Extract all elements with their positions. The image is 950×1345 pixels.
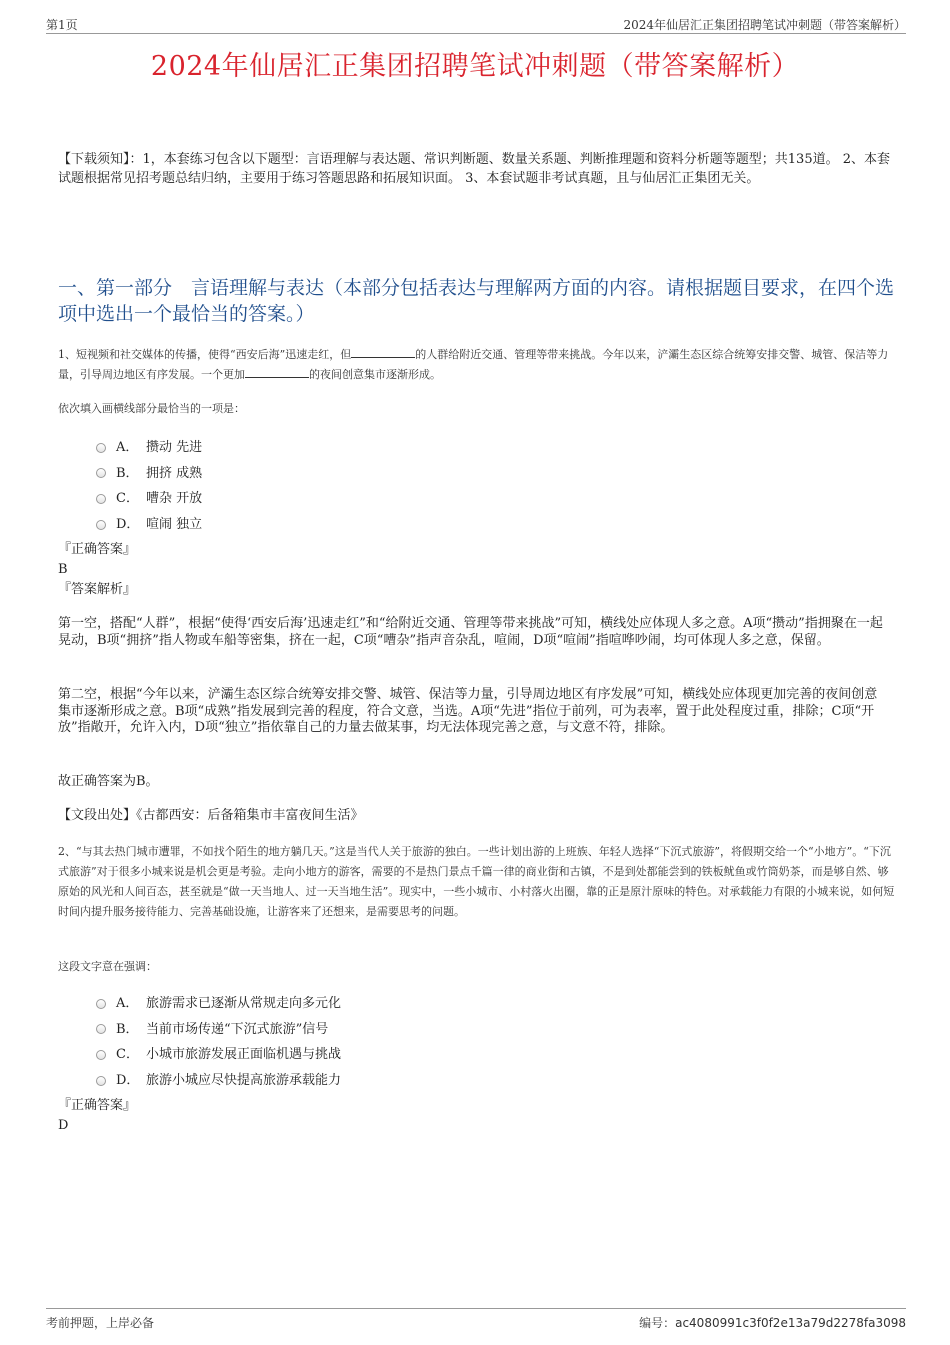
option-letter: C．	[116, 1047, 139, 1063]
question-1-options	[96, 433, 596, 535]
radio-icon[interactable]	[96, 999, 106, 1009]
question-1-prompt: 依次填入画横线部分最恰当的一项是：	[58, 402, 245, 415]
code-value: ac4080991c3f0f2e13a79d2278fa3098	[675, 1316, 906, 1330]
page-footer	[46, 1308, 906, 1330]
question-1-text	[58, 345, 898, 385]
fill-blank-1	[351, 346, 415, 358]
option-letter: A．	[116, 996, 139, 1012]
answer-block-2	[58, 1096, 136, 1136]
answer-value: B	[58, 562, 68, 577]
analysis-paragraph-1: 第一空，搭配“人群”，根据“使得‘西安后海’迅速走红”和“给附近交通、管理等带来挑战”可知，横线处应体现人多之意。A项“攒动”指拥聚在一起晃动，B项“拥挤”指人物或车船等密集，挤在一起，C项“嘈杂”指声音杂乱，喧闹，D项“喧闹”指喧哗吵闹，均可体现人多之意，保留。	[58, 616, 883, 648]
option-text: 嘈杂 开放	[146, 491, 203, 507]
option-c[interactable]	[96, 484, 596, 510]
page-header	[46, 14, 906, 34]
question-1-text-part-c: 的夜间创意集市逐渐形成。	[309, 368, 441, 381]
option-letter: D．	[116, 1073, 140, 1089]
answer-block-1	[58, 540, 136, 600]
option-text: 旅游小城应尽快提高旅游承载能力	[146, 1073, 342, 1089]
document-title: 2024年仙居汇正集团招聘笔试冲刺题（带答案解析）	[150, 51, 800, 82]
option-letter: B．	[116, 465, 139, 481]
fill-blank-2	[245, 366, 309, 378]
option-a[interactable]	[96, 433, 596, 459]
answer-label: 『正确答案』	[58, 1098, 137, 1113]
section-heading: 一、第一部分 言语理解与表达（本部分包括表达与理解两方面的内容。请根据题目要求，在四个选项中选出一个最恰当的答案。）	[58, 277, 895, 325]
option-a[interactable]	[96, 989, 596, 1015]
option-letter: D．	[116, 517, 140, 533]
answer-value: D	[58, 1118, 69, 1133]
radio-icon[interactable]	[96, 520, 106, 530]
radio-icon[interactable]	[96, 443, 106, 453]
conclusion: 故正确答案为B。	[58, 774, 159, 789]
question-2-options	[96, 989, 596, 1091]
question-1-text-part-b: 的人群给附近交通、管理等带来挑战。今年以来，浐灞生态区综合统筹安排交警、城管、保洁等力量，引导周边地区有序发展。一个更加	[58, 348, 889, 381]
question-2-prompt: 这段文字意在强调：	[58, 960, 157, 973]
option-text: 小城市旅游发展正面临机遇与挑战	[146, 1047, 342, 1063]
footer-code	[639, 1314, 906, 1331]
question-2-text: 2、“与其去热门城市遭罪，不如找个陌生的地方躺几天。”这是当代人关于旅游的独白。一些计划出游的上班族、年轻人选择“下沉式旅游”，将假期交给一个“小地方”。“下沉式旅游”对于很多小城来说是机会更是考验。走向小地方的游客，需要的不是热门景点千篇一律的商业街和古镇，不是到处都能尝到的铁板鱿鱼或竹筒奶茶，而是够自然、够原始的风光和人间百态，甚至就是“做一天当地人、过一天当地生活”。现实中，一些小城市、小村落火出圈，靠的正是原汁原味的特色。对承载能力有限的小城来说，如何短时间内提升服务接待能力、完善基础设施，让游客来了还想来，是需要思考的问题。	[58, 845, 895, 918]
option-c[interactable]	[96, 1040, 596, 1066]
radio-icon[interactable]	[96, 468, 106, 478]
radio-icon[interactable]	[96, 1076, 106, 1086]
option-b[interactable]	[96, 459, 596, 485]
option-letter: A．	[116, 440, 139, 456]
option-text: 当前市场传递“下沉式旅游”信号	[146, 1021, 329, 1037]
option-d[interactable]	[96, 1066, 596, 1092]
option-text: 喧闹 独立	[146, 517, 203, 533]
question-1-text-part-a: 1、短视频和社交媒体的传播，使得“西安后海”迅速走红，但	[58, 348, 352, 361]
radio-icon[interactable]	[96, 1024, 106, 1034]
footer-slogan: 考前押题，上岸必备	[46, 1316, 155, 1330]
header-doc-title: 2024年仙居汇正集团招聘笔试冲刺题（带答案解析）	[623, 18, 906, 32]
radio-icon[interactable]	[96, 494, 106, 504]
radio-icon[interactable]	[96, 1050, 106, 1060]
option-text: 旅游需求已逐渐从常规走向多元化	[146, 996, 342, 1012]
option-letter: B．	[116, 1021, 139, 1037]
source-citation: 【文段出处】《古都西安：后备箱集市丰富夜间生活》	[58, 808, 364, 823]
option-text: 攒动 先进	[146, 440, 203, 456]
download-notice: 【下载须知】：1，本套练习包含以下题型：言语理解与表达题、常识判断题、数量关系题、判断推理题和资料分析题等题型；共135道。 2、本套试题根据常见招考题总结归纳，主要用于练习答题思路和拓展知识面。 3、本套试题非考试真题，且与仙居汇正集团无关。	[58, 152, 890, 186]
analysis-paragraph-2: 第二空，根据“今年以来，浐灞生态区综合统筹安排交警、城管、保洁等力量，引导周边地区有序发展”可知，横线处应体现更加完善的夜间创意集市逐渐形成之意。B项“成熟”指发展到完善的程度，符合文意，当选。A项“先进”指位于前列，可为表率，置于此处程度过重，排除；C项“开放”指敞开，允许入内，D项“独立”指依靠自己的力量去做某事，均无法体现完善之意，与文意不符，排除。	[58, 687, 878, 735]
option-b[interactable]	[96, 1015, 596, 1041]
option-letter: C．	[116, 491, 139, 507]
page-number: 第1页	[46, 18, 78, 32]
option-d[interactable]	[96, 510, 596, 536]
option-text: 拥挤 成熟	[146, 465, 203, 481]
answer-label: 『正确答案』	[58, 542, 137, 557]
analysis-label: 『答案解析』	[58, 582, 137, 597]
code-label: 编号：	[639, 1316, 676, 1330]
